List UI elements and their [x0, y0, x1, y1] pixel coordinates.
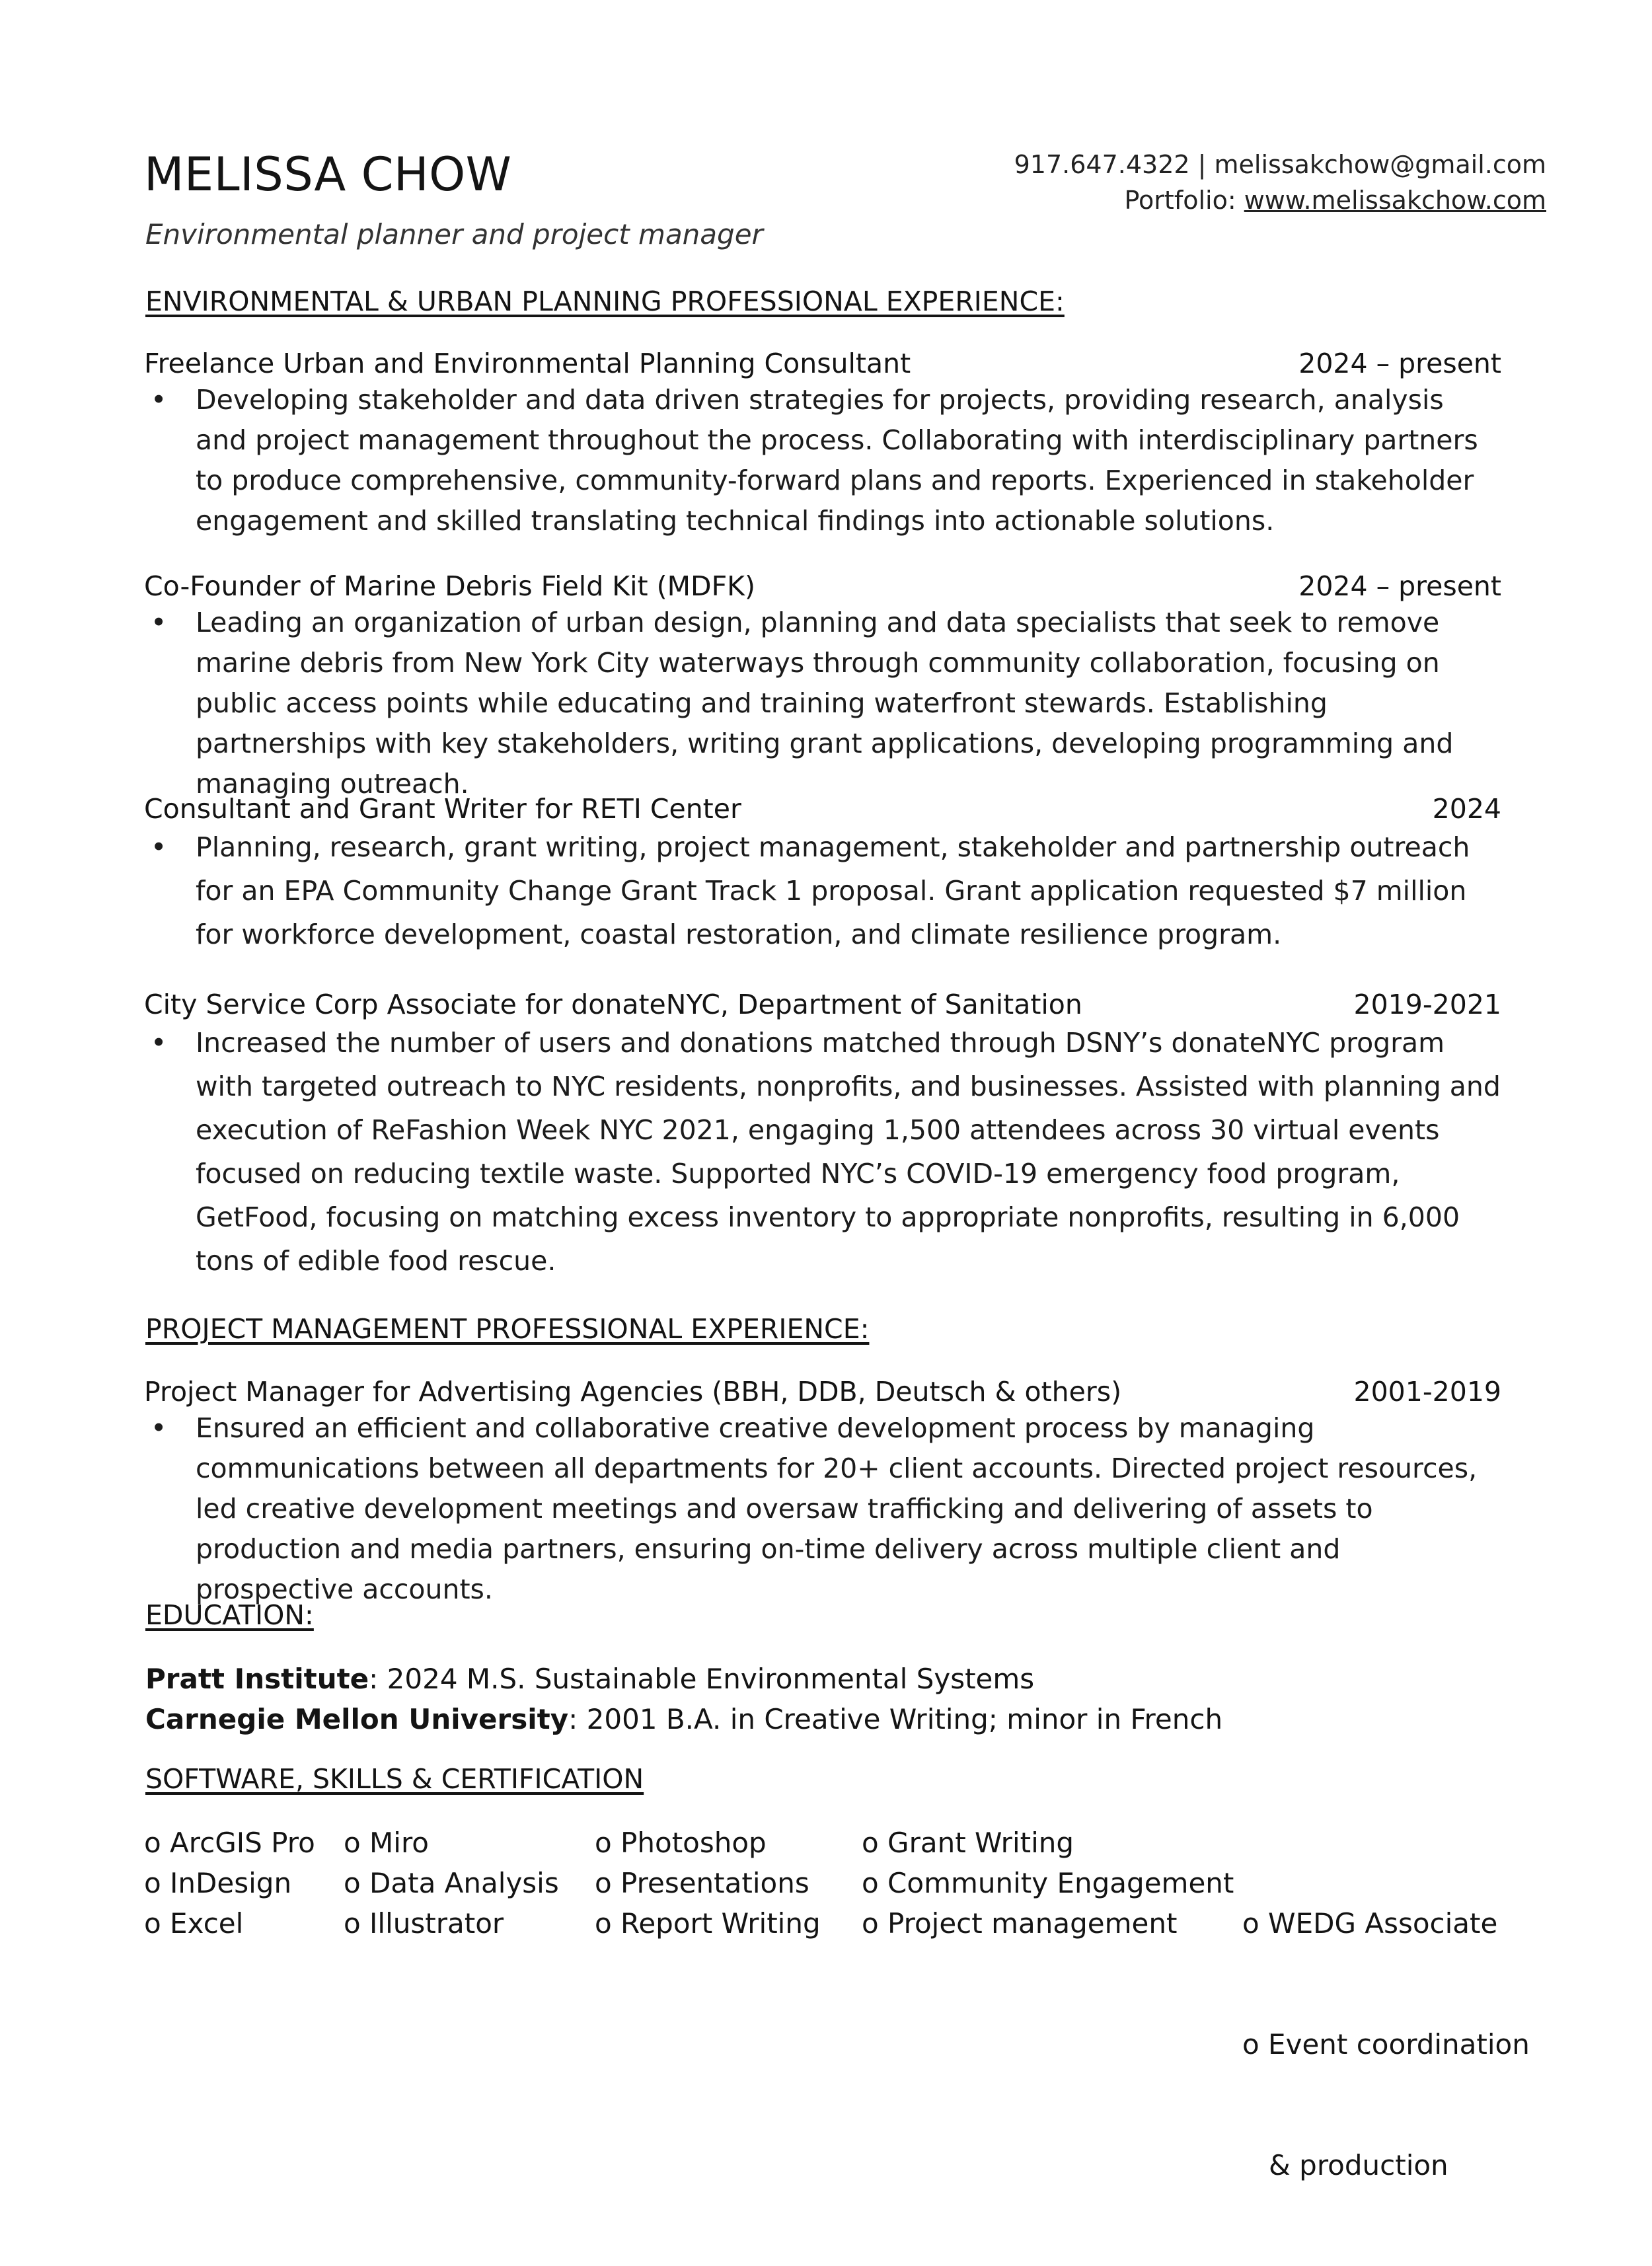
job-entry: [144, 348, 1501, 541]
skill-item: o Illustrator: [344, 1907, 504, 1940]
contact-block: [1014, 147, 1546, 218]
skills-column: [862, 1823, 1234, 1944]
skills-column: [595, 1823, 821, 1944]
skill-item: o ArcGIS Pro: [144, 1827, 315, 1859]
job-date: 2024 – present: [1298, 348, 1501, 379]
skills-column: [144, 1823, 315, 1944]
skill-item: o Photoshop: [595, 1827, 767, 1859]
job-title: Co-Founder of Marine Debris Field Kit (MDFK): [144, 570, 756, 602]
job-description: Ensured an efficient and collaborative creative development process by managing communications between all departments for 20+ client accounts. Directed project resources, led creative development meetings and oversaw trafficking and delivering of assets to production and media partners, ensuring on-time delivery across multiple client and prospective accounts.: [196, 1412, 1478, 1606]
job-title: City Service Corp Associate for donateNYC, Department of Sanitation: [144, 989, 1082, 1020]
job-header: [144, 570, 1501, 603]
skill-item: o WEDG Associate: [1242, 1907, 1498, 1940]
job-title: Project Manager for Advertising Agencies (BBH, DDB, Deutsch & others): [144, 1376, 1122, 1408]
job-description: Increased the number of users and donations matched through DSNY’s donateNYC program with targeted outreach to NYC residents, nonprofits, and businesses. Assisted with planning and execution of ReFashion Week NYC 2021, engaging 1,500 attendees across 30 virtual events focused on reducing textile waste. Supported NYC’s COVID-19 emergency food program, GetFood, focusing on matching excess inventory to appropriate nonprofits, resulting in 6,000 tons of edible food rescue.: [196, 1027, 1501, 1277]
education-detail: : 2024 M.S. Sustainable Environmental Systems: [369, 1663, 1035, 1695]
education-item: [145, 1659, 1222, 1699]
section-pm-experience: PROJECT MANAGEMENT PROFESSIONAL EXPERIENCE:: [145, 1313, 870, 1345]
job-date: 2001-2019: [1353, 1376, 1501, 1408]
job-entry: [144, 570, 1501, 804]
job-bullet: [144, 603, 1501, 804]
education-school: Carnegie Mellon University: [145, 1703, 569, 1735]
job-description: Leading an organization of urban design, planning and data specialists that seek to remove marine debris from New York City waterways through community collaboration, focusing on public access points while educating and training waterfront stewards. Establishing partnerships with key stakeholders, writing grant applications, developing programming and managing outreach.: [196, 607, 1454, 800]
skill-item: o Data Analysis: [344, 1867, 559, 1899]
skills-column: [1242, 1823, 1530, 2266]
job-date: 2024 – present: [1298, 570, 1501, 602]
job-header: [144, 1376, 1501, 1408]
job-date: 2024: [1432, 793, 1501, 825]
bullet-dot: •: [151, 1027, 167, 1059]
education-list: [145, 1659, 1222, 1739]
candidate-tagline: Environmental planner and project manager: [145, 218, 763, 250]
job-header: [144, 348, 1501, 380]
skill-item: o Report Writing: [595, 1907, 821, 1940]
skill-item: o Grant Writing: [862, 1827, 1074, 1859]
skill-item: & production: [1242, 2149, 1448, 2181]
job-bullet: [144, 1408, 1501, 1610]
bullet-dot: •: [151, 1412, 167, 1445]
job-description: Developing stakeholder and data driven strategies for projects, providing research, analysis and project management throughout the process. Collaborating with interdisciplinary partners to produce comprehensive, community-forward plans and reports. Experienced in stakeholder engagement and skilled translating technical findings into actionable solutions.: [196, 384, 1478, 537]
skill-item: o Excel: [144, 1907, 244, 1940]
job-description: Planning, research, grant writing, project management, stakeholder and partnership outreach for an EPA Community Change Grant Track 1 proposal. Grant application requested $7 million for workforce development, coastal restoration, and climate resilience program.: [196, 831, 1470, 951]
job-title: Consultant and Grant Writer for RETI Center: [144, 793, 741, 825]
job-header: [144, 989, 1501, 1021]
job-bullet: [144, 1021, 1501, 1283]
skill-item: o Miro: [344, 1827, 429, 1859]
skills-column: [344, 1823, 559, 1944]
job-entry: [144, 989, 1501, 1283]
section-education: EDUCATION:: [145, 1599, 314, 1631]
education-detail: : 2001 B.A. in Creative Writing; minor in French: [568, 1703, 1223, 1735]
section-skills: SOFTWARE, SKILLS & CERTIFICATION: [145, 1763, 644, 1795]
portfolio-link[interactable]: www.melissakchow.com: [1244, 186, 1546, 215]
job-entry: [144, 793, 1501, 956]
bullet-dot: •: [151, 607, 167, 639]
education-school: Pratt Institute: [145, 1663, 369, 1695]
portfolio-line: [1014, 182, 1546, 218]
education-item: [145, 1699, 1222, 1739]
bullet-dot: •: [151, 831, 167, 864]
job-header: [144, 793, 1501, 825]
job-entry: [144, 1376, 1501, 1610]
job-title: Freelance Urban and Environmental Planning Consultant: [144, 348, 911, 379]
bullet-dot: •: [151, 384, 167, 416]
section-env-experience: ENVIRONMENTAL & URBAN PLANNING PROFESSIONAL EXPERIENCE:: [145, 285, 1065, 317]
job-bullet: [144, 825, 1501, 956]
skill-item: o Project management: [862, 1907, 1178, 1940]
contact-phone-email: 917.647.4322 | melissakchow@gmail.com: [1014, 150, 1546, 179]
skill-item: o Event coordination: [1242, 2028, 1530, 2060]
skill-item: o Community Engagement: [862, 1867, 1234, 1899]
candidate-name: MELISSA CHOW: [144, 147, 512, 202]
skill-item: o InDesign: [144, 1867, 292, 1899]
job-date: 2019-2021: [1353, 989, 1501, 1020]
skill-item: o Presentations: [595, 1867, 809, 1899]
job-bullet: [144, 380, 1501, 541]
portfolio-label: Portfolio:: [1124, 186, 1244, 215]
